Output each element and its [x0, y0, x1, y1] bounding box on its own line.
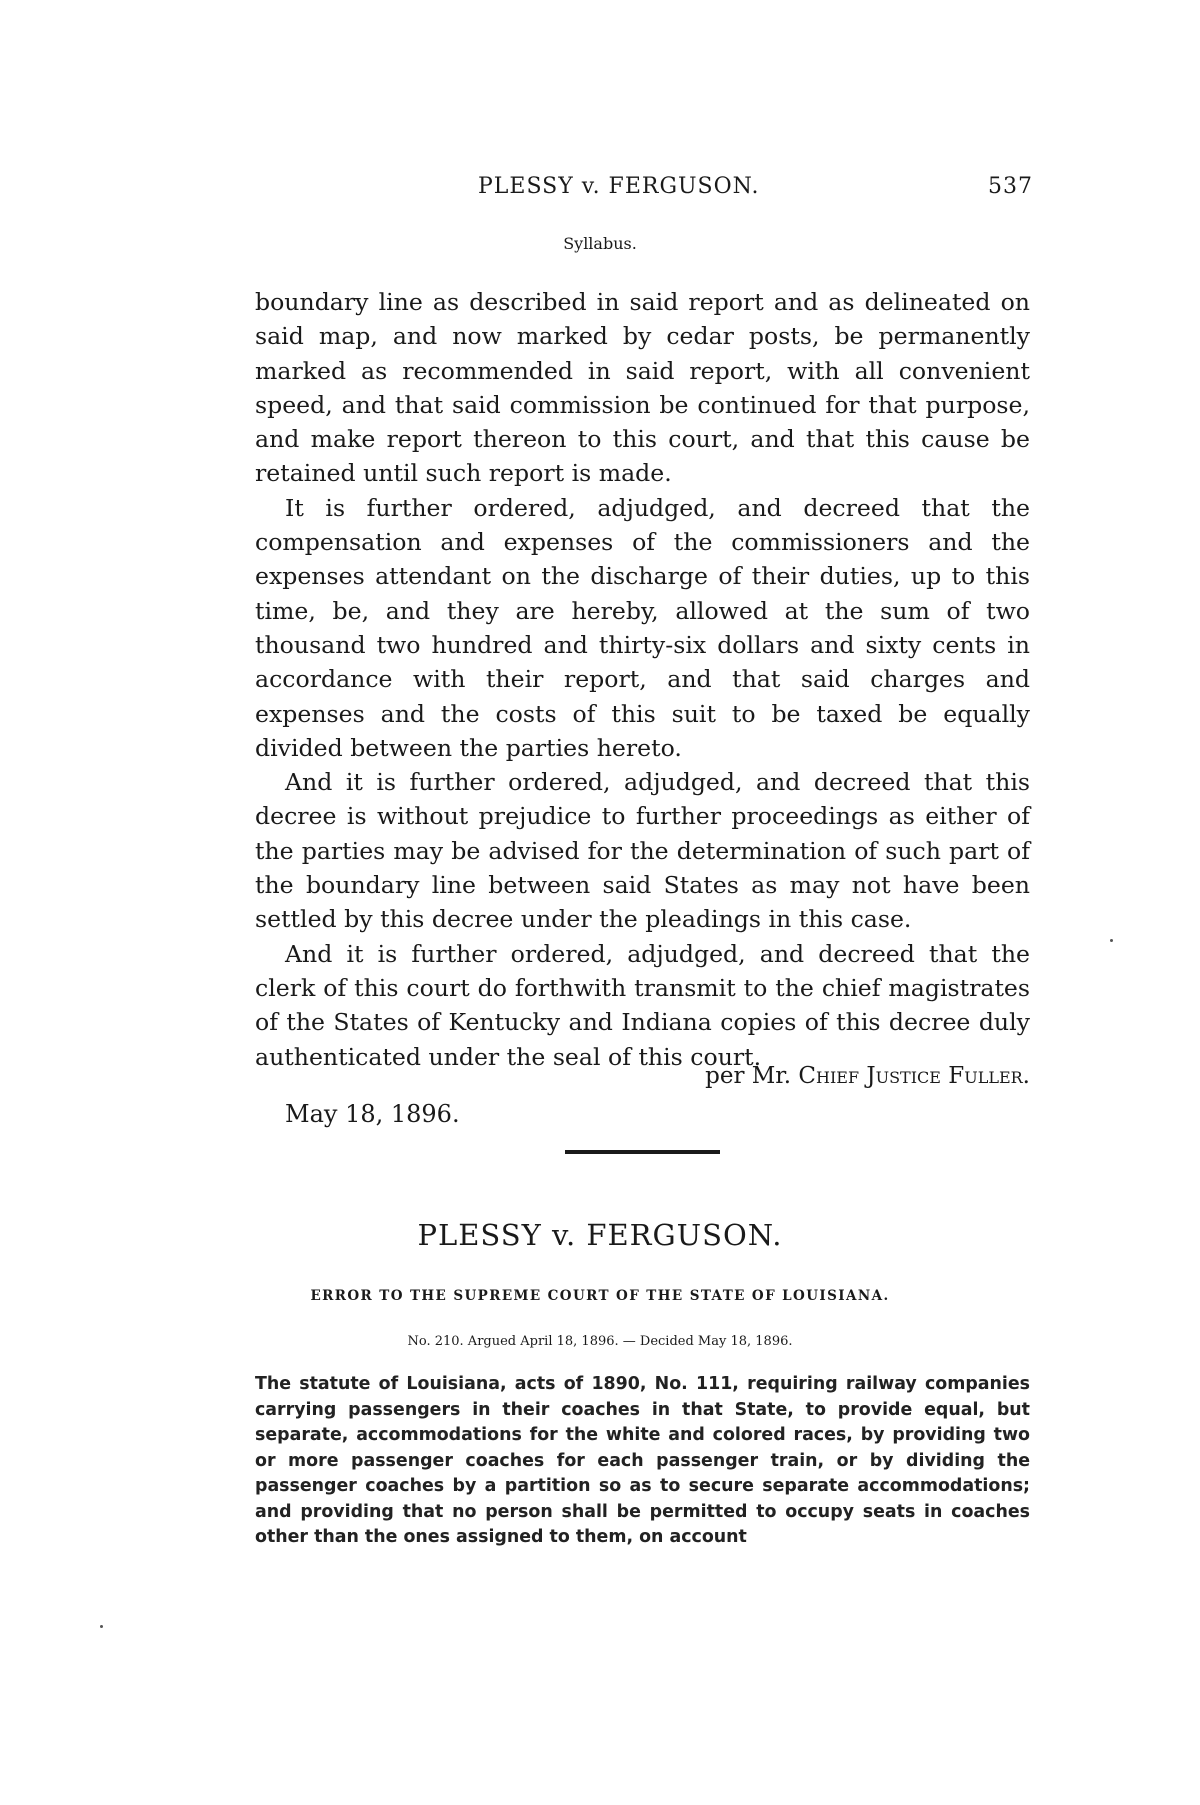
paragraph: boundary line as described in said report and as delineated on said map, and now marked by cedar posts, be permanently marked as recommended in said report, with all convenient speed, and that said commission be continued for that purpose, and make report thereon to this court, and that this cause be retained until such report is made. — [255, 288, 1030, 488]
scan-speck — [1110, 939, 1113, 942]
scan-speck — [100, 1625, 103, 1628]
paragraph: It is further ordered, adjudged, and decreed that the compensation and expenses of the commissioners and the expenses attendant on the discharge of their duties, up to this time, be, and they are hereby, allowed at the sum of two thousand two hundred and thirty-six dollars and sixty cents in accordance with their report, and that said charges and expenses and the costs of this suit to be taxed be equally divided between the parties hereto. — [255, 493, 1030, 762]
paragraph: And it is further ordered, adjudged, and decreed that the clerk of this court do forthwith transmit to the chief magistrates of the States of Kentucky and Indiana copies of this decree duly authenticated under the seal of this court. — [255, 939, 1030, 1071]
decree-text — [255, 285, 1030, 1074]
page-number: 537 — [988, 174, 1033, 199]
case-subtitle: ERROR TO THE SUPREME COURT OF THE STATE OF LOUISIANA. — [310, 1288, 890, 1304]
section-divider — [565, 1150, 720, 1154]
section-label: Syllabus. — [563, 234, 637, 253]
running-head-title: PLESSY v. FERGUSON. — [478, 174, 760, 199]
headnote: The statute of Louisiana, acts of 1890, No. 111, requiring railway companies carrying passengers in their coaches in that State, to provide equal, but separate, accommodations for the white and colored races, by providing two or more passenger coaches for each passenger train, or by dividing the passenger coaches by a partition so as to secure separate accommodations; and providing that no person shall be permitted to occupy seats in coaches other than the ones assigned to them, on account — [255, 1374, 1030, 1547]
signature — [620, 1063, 1030, 1089]
signature-prefix: per Mr. — [705, 1063, 792, 1089]
case-docket: No. 210. Argued April 18, 1896. — Decided May 18, 1896. — [407, 1334, 793, 1349]
decree-date: May 18, 1896. — [285, 1100, 460, 1128]
case-title: PLESSY v. FERGUSON. — [417, 1218, 783, 1252]
signature-name: Chief Justice Fuller. — [798, 1063, 1030, 1089]
paragraph: And it is further ordered, adjudged, and decreed that this decree is without prejudice to further proceedings as either of the parties may be advised for the determination of such part of the boundary line between said States as may not have been settled by this decree under the pleadings in this case. — [255, 768, 1030, 934]
